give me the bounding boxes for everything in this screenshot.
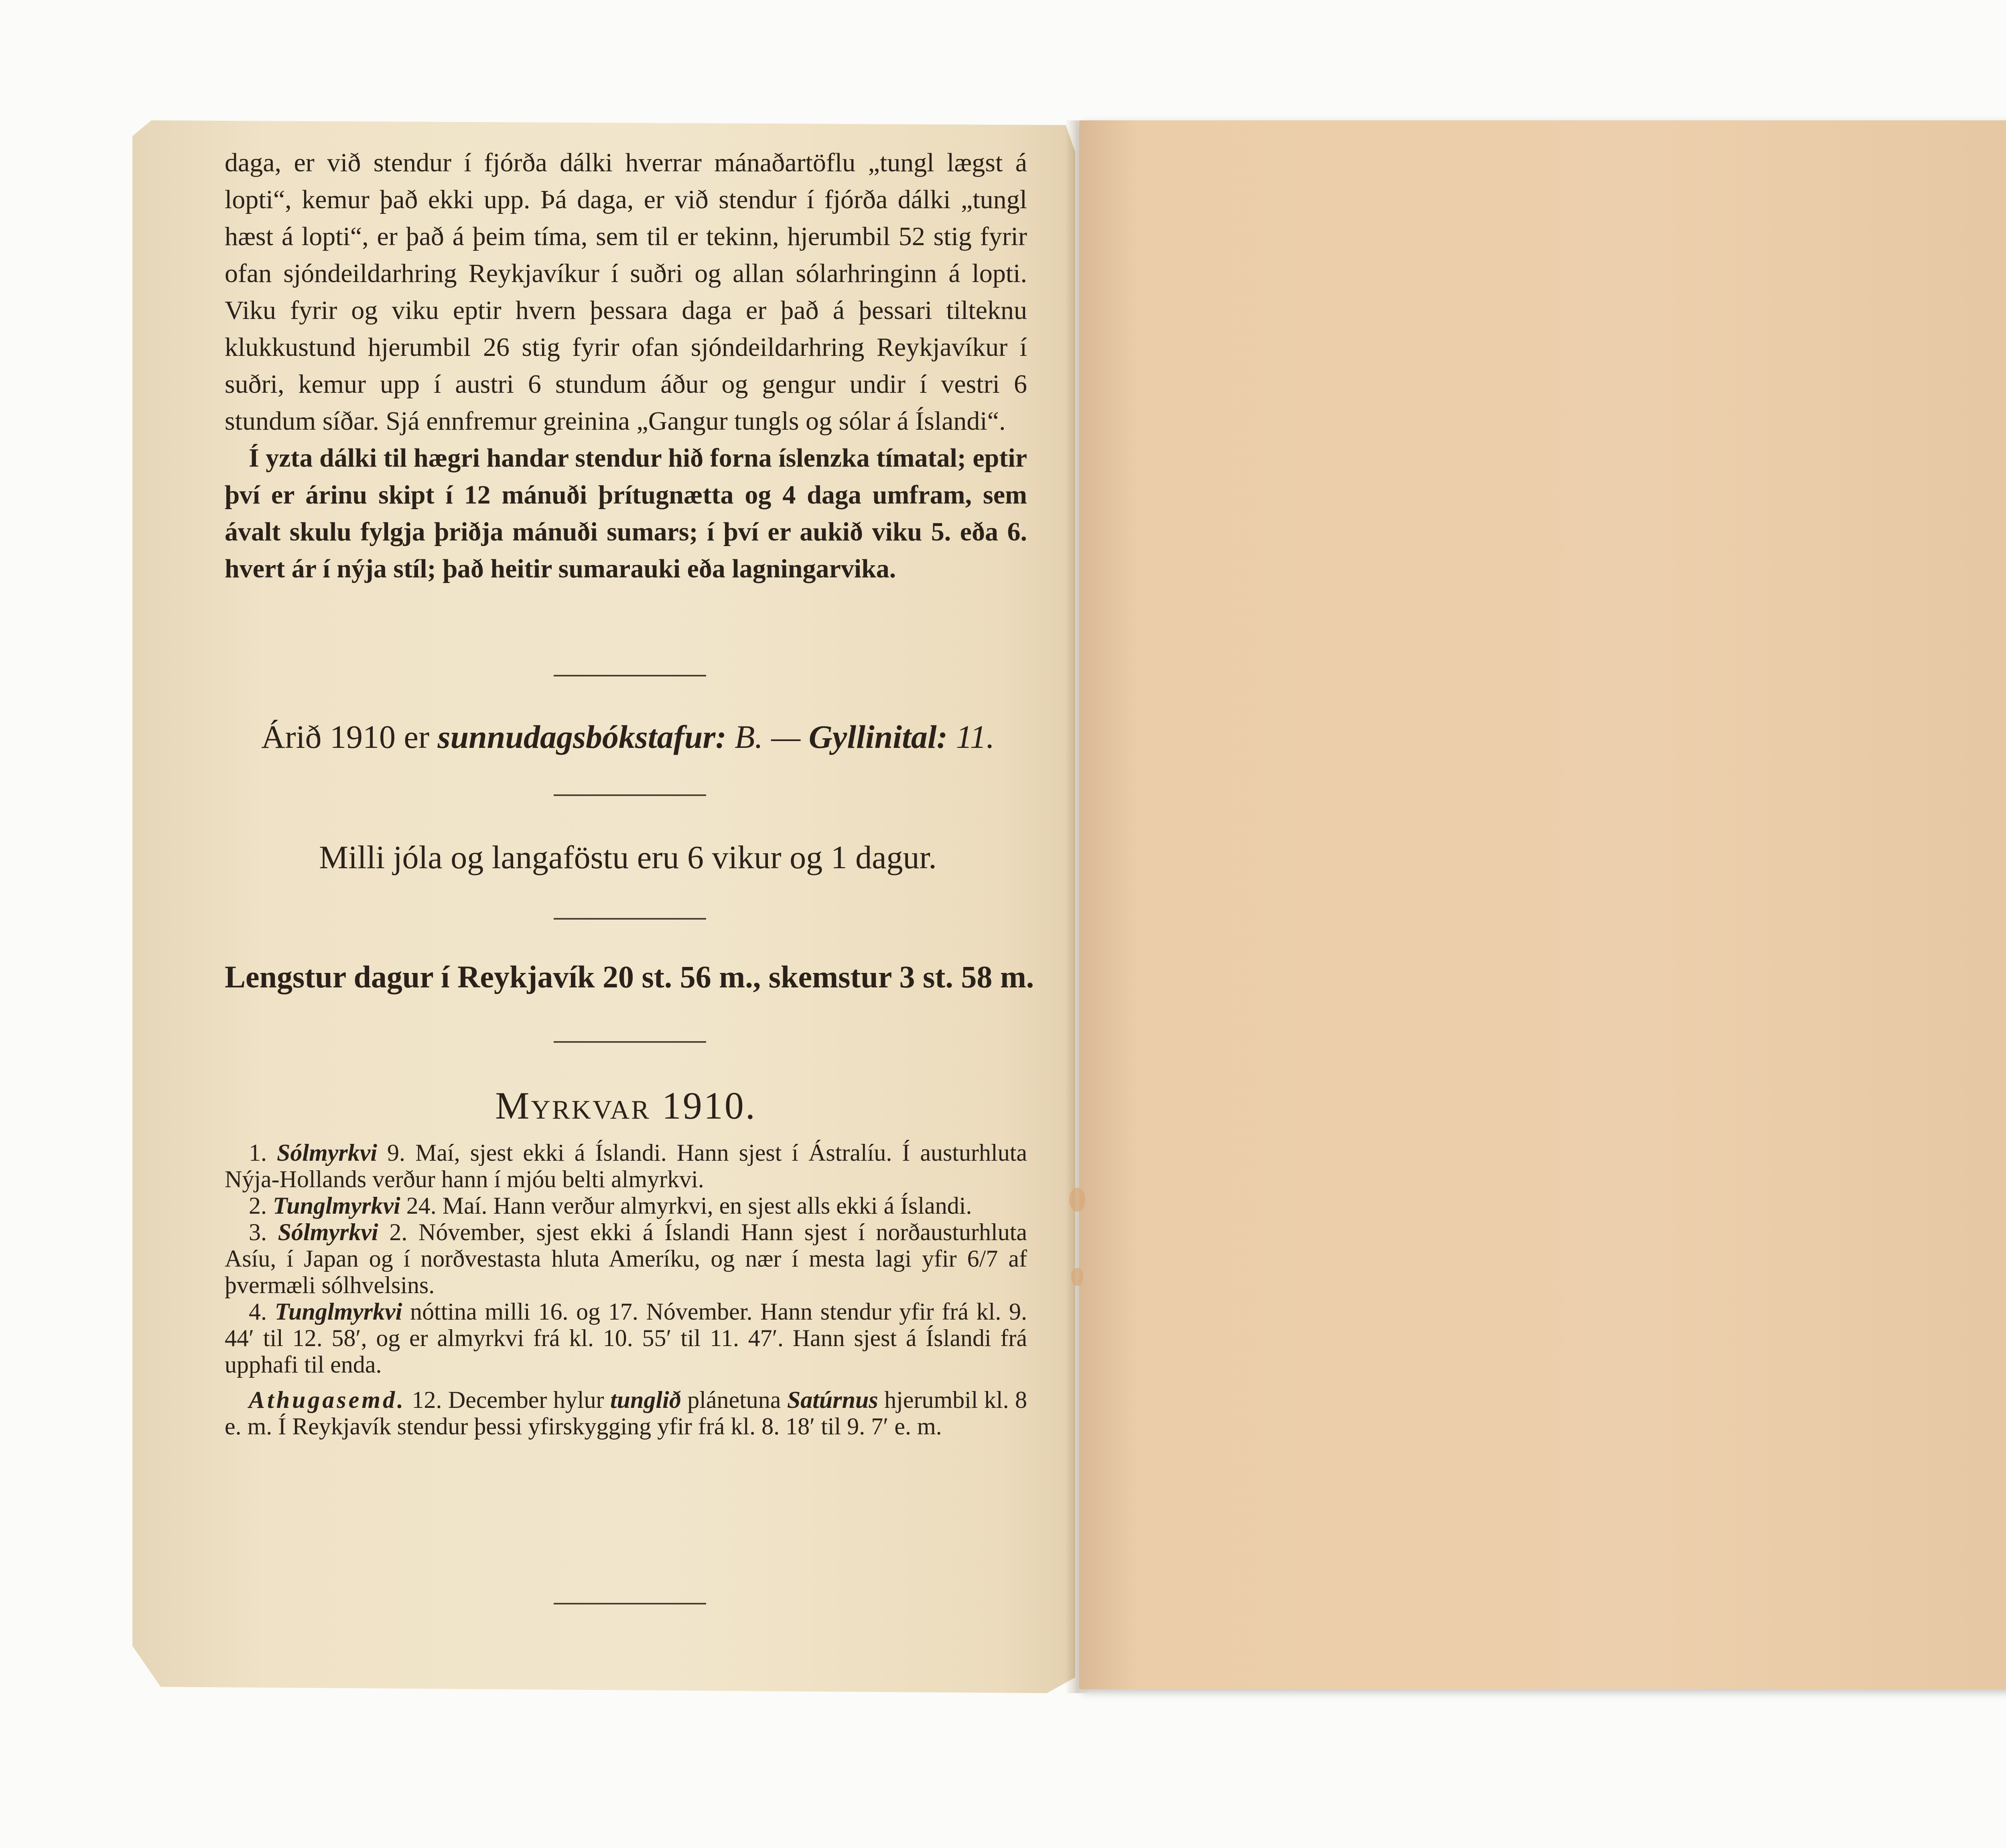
tear-mark [1069,1188,1085,1212]
eclipse-number: 4. [249,1298,267,1325]
eclipse-type: Sólmyrkvi [277,1139,378,1166]
eclipse-type: Sólmyrkvi [278,1219,378,1245]
tear-mark [1071,1268,1083,1286]
eclipse-item [225,1192,1027,1219]
lent-line: Milli jóla og langaföstu eru 6 vikur og 1 dagur. [319,839,937,875]
sunday-letter-value: B. — [726,719,809,755]
divider [554,918,706,920]
eclipse-type: Tunglmyrkvi [274,1298,402,1325]
note-text: 12. December hylur [406,1387,610,1413]
note-saturn: Satúrnus [787,1387,878,1413]
golden-number-label: Gyllinital: [808,719,948,755]
eclipses-heading: Myrkvar 1910. [495,1084,757,1127]
eclipse-item [225,1219,1027,1298]
intro-block [225,144,1027,587]
eclipse-number: 2. [249,1192,267,1219]
eclipse-type: Tunglmyrkvi [273,1192,400,1219]
year-line [225,718,1031,756]
right-page-cover [1079,120,2006,1689]
eclipse-list [225,1139,1027,1440]
note-paragraph [225,1387,1027,1440]
divider [554,1041,706,1043]
day-length-line: Lengstur dagur í Reykjavík 20 st. 56 m., skemstur 3 st. 58 m. [225,959,1034,994]
golden-number-value: 11. [947,719,995,755]
intro-paragraph: daga, er við stendur í fjórða dálki hverrar mánaðartöflu „tungl lægst á lopti“, kemur það ekki upp. Þá daga, er við stendur í fjórða dálki „tungl hæst á lopti“, er það á þeim tíma, sem til er tekinn, hjerumbil 52 stig fyrir ofan sjóndeildarhring Reykjavíkur í suðri og allan sólarhringinn á lopti. Viku fyrir og viku eptir hvern þessara daga er það á þessari tilteknu klukkustund hjerumbil 26 stig fyrir ofan sjóndeildarhring Reykjavíkur í suðri, kemur upp í austri 6 stundum áður og gengur undir í vestri 6 stundum síðar. Sjá ennfremur greinina „Gangur tungls og sólar á Íslandi“. [225,148,1027,436]
year-prefix: Árið 1910 er [261,719,438,755]
eclipse-text: 9. Maí, sjest ekki á Íslandi. Hann sjest í Ástralíu. Í austurhluta Nýja-Hollands verður hann í mjóu belti almyrkvi. [225,1139,1027,1192]
eclipse-text: 2. Nóvember, sjest ekki á Íslandi Hann sjest í norðausturhluta Asíu, í Japan og í norðvestasta hluta Ameríku, og nær í mesta lagi yfir 6/7 af þvermæli sólhvelsins. [225,1219,1027,1298]
eclipse-item [225,1298,1027,1378]
sunday-letter-label: sunnudagsbókstafur: [437,719,727,755]
note-text: plánetuna [681,1387,787,1413]
note-label: Athugasemd. [249,1387,406,1413]
eclipse-number: 1. [249,1139,267,1166]
eclipse-item [225,1139,1027,1192]
divider [554,675,706,676]
eclipse-text: nóttina milli 16. og 17. Nóvember. Hann stendur yfir frá kl. 9. 44ʹ til 12. 58ʹ, og er almyrkvi frá kl. 10. 55ʹ til 11. 47ʹ. Hann sjest á Íslandi frá upphafi til enda. [225,1298,1027,1378]
note-moon: tunglið [610,1387,681,1413]
divider [554,794,706,796]
divider [554,1603,706,1604]
calendar-paragraph: Í yzta dálki til hægri handar stendur hið forna íslenzka tímatal; eptir því er árinu skipt í 12 mánuði þrítugnætta og 4 daga umfram, sem ávalt skulu fylgja þriðja mánuði sumars; í því er aukið viku 5. eða 6. hvert ár í nýja stíl; það heitir sumarauki eða lagningarvika. [225,443,1027,583]
eclipse-text: 24. Maí. Hann verður almyrkvi, en sjest alls ekki á Íslandi. [400,1192,972,1219]
eclipse-number: 3. [249,1219,267,1245]
note-text: hjerumbil kl. 8 e. m. Í Reykjavík stendur þessi yfirskygging yfir frá kl. 8. 18ʹ til 9. 7ʹ e. m. [225,1387,1027,1440]
